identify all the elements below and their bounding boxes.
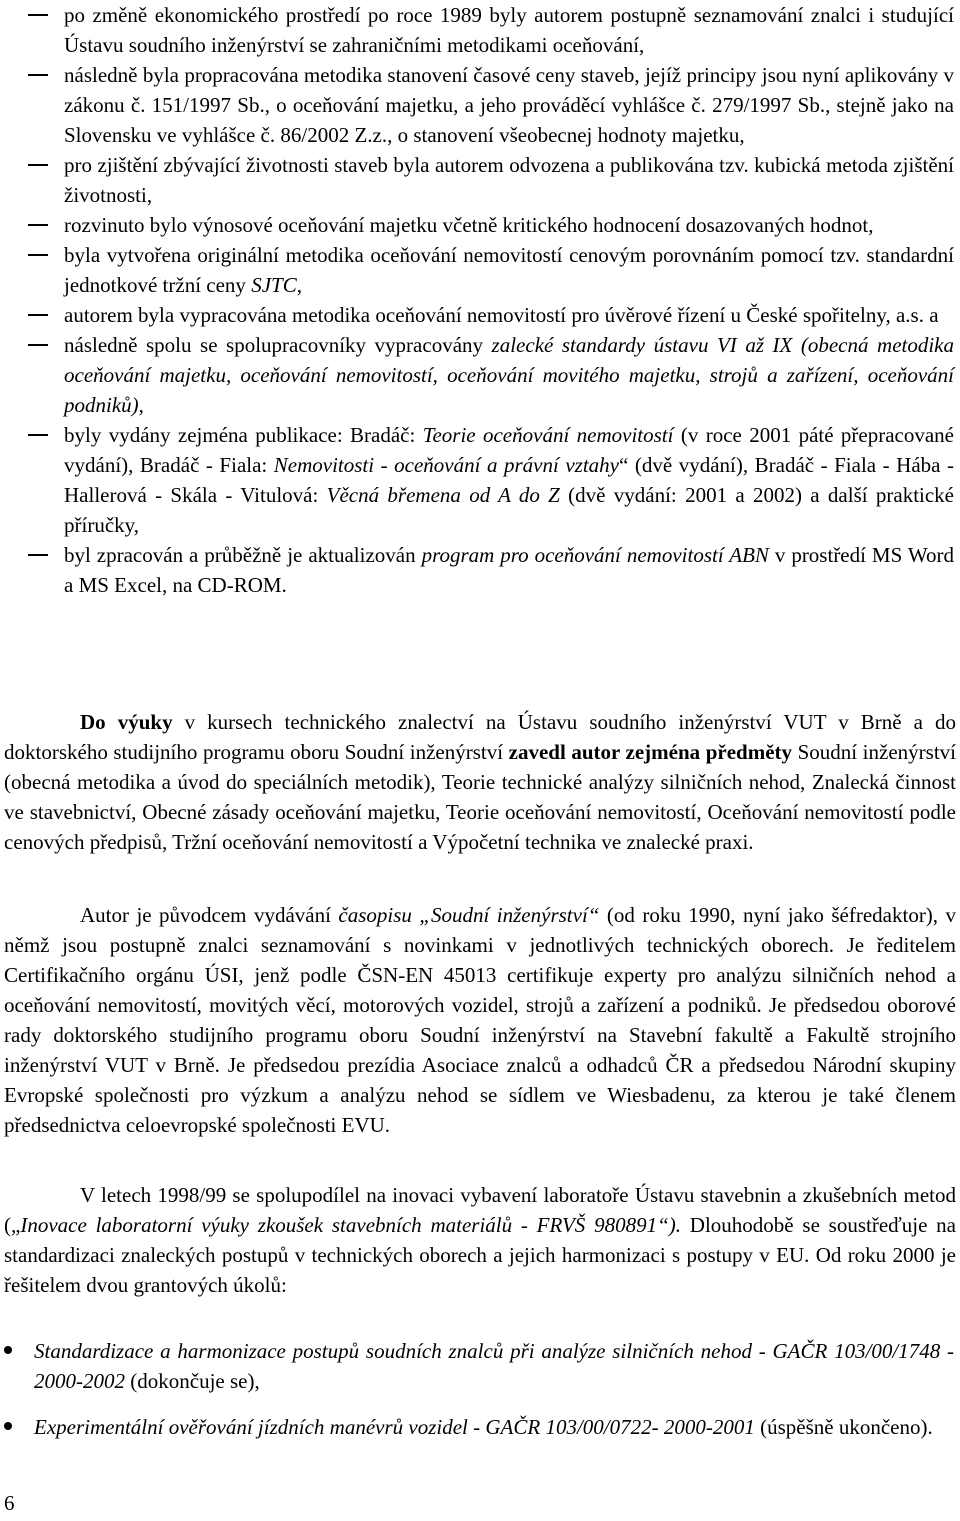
list-item: Experimentální ověřování jízdních manévrů vozidel - GAČR 103/00/0722- 2000-2001 (úspěšně ukončeno). (0, 1412, 960, 1442)
achievements-dash-list (0, 0, 960, 600)
journal-paragraph: Autor je původcem vydávání časopisu „Soudní inženýrství“ (od roku 1990, nyní jako šéfredaktor), v němž jsou postupně znalci seznamování s novinkami v jednotlivých technických oborech. Je ředitelem Certifikačního orgánu ÚSI, jenž podle ČSN-EN 45013 certifikuje experty pro analýzu silničních nehod a oceňování nemovitostí, movitých věcí, motorových vozidel, strojů a zařízení a podniků. Je předsedou oborové rady doktorského studijního programu oboru Soudní inženýrství na Stavební fakultě a Fakultě strojního inženýrství VUT v Brně. Je předsedou prezídia Asociace znalců a odhadců ČR a předsedou Národní skupiny Evropské společnosti pro výzkum a analýzu nehod se sídlem ve Wiesbadenu, za kterou je také členem předsednictva celoevropské společnosti EVU. (4, 903, 956, 1137)
grants-paragraph: V letech 1998/99 se spolupodílel na inovaci vybavení laboratoře Ústavu stavebnin a zkušebních metod („Inovace laboratorní výuky zkoušek stavebních materiálů - FRVŠ 980891“). Dlouhodobě se soustřeďuje na standardizaci znaleckých postupů v technických oborech a jejich harmonizaci s postupy v EU. Od roku 2000 je řešitelem dvou grantových úkolů: (4, 1183, 956, 1297)
list-item: následně byla propracována metodika stanovení časové ceny staveb, jejíž principy jsou nyní aplikovány v zákonu č. 151/1997 Sb., o oceňování majetku, a jeho prováděcí vyhlášce č. 279/1997 Sb., stejně jako na Slovensku ve vyhlášce č. 86/2002 Z.z., o stanovení všeobecnej hodnoty majetku, (0, 60, 960, 150)
list-item: po změně ekonomického prostředí po roce 1989 byly autorem postupně seznamování znalci i studující Ústavu soudního inženýrství se zahraničními metodikami oceňování, (0, 0, 960, 60)
list-item: byla vytvořena originální metodika oceňování nemovitostí cenovým porovnáním pomocí tzv. standardní jednotkové tržní ceny SJTC, (0, 240, 960, 300)
page-number: 6 (4, 1491, 15, 1515)
list-item: autorem byla vypracována metodika oceňování nemovitostí pro úvěrové řízení u České spořitelny, a.s. a (0, 300, 960, 330)
list-item: byl zpracován a průběžně je aktualizován program pro oceňování nemovitostí ABN v prostředí MS Word a MS Excel, na CD-ROM. (0, 540, 960, 600)
list-item: rozvinuto bylo výnosové oceňování majetku včetně kritického hodnocení dosazovaných hodnot, (0, 210, 960, 240)
grants-bullet-list (0, 1336, 960, 1458)
list-item: následně spolu se spolupracovníky vypracovány zalecké standardy ústavu VI až IX (obecná metodika oceňování majetku, oceňování nemovitostí, oceňování movitého majetku, strojů a zařízení, oceňování podniků), (0, 330, 960, 420)
teaching-paragraph: Do výuky v kursech technického znalectví na Ústavu soudního inženýrství VUT v Brně a do doktorského studijního programu oboru Soudní inženýrství zavedl autor zejména předměty Soudní inženýrství (obecná metodika a úvod do speciálních metodik), Teorie technické analýzy silničních nehod, Znalecká činnost ve stavebnictví, Obecné zásady oceňování majetku, Teorie oceňování nemovitostí, Oceňování nemovitostí podle cenových předpisů, Tržní oceňování nemovitostí a Výpočetní technika ve znalecké praxi. (4, 710, 956, 854)
list-item: pro zjištění zbývající životnosti staveb byla autorem odvozena a publikována tzv. kubická metoda zjištění životnosti, (0, 150, 960, 210)
list-item: Standardizace a harmonizace postupů soudních znalců při analýze silničních nehod - GAČR 103/00/1748 - 2000-2002 (dokončuje se), (0, 1336, 960, 1396)
list-item: byly vydány zejména publikace: Bradáč: Teorie oceňování nemovitostí (v roce 2001 páté přepracované vydání), Bradáč - Fiala: Nemovitosti - oceňování a právní vztahy“ (dvě vydání), Bradáč - Fiala - Hába - Hallerová - Skála - Vitulová: Věcná břemena od A do Z (dvě vydání: 2001 a 2002) a další praktické příručky, (0, 420, 960, 540)
